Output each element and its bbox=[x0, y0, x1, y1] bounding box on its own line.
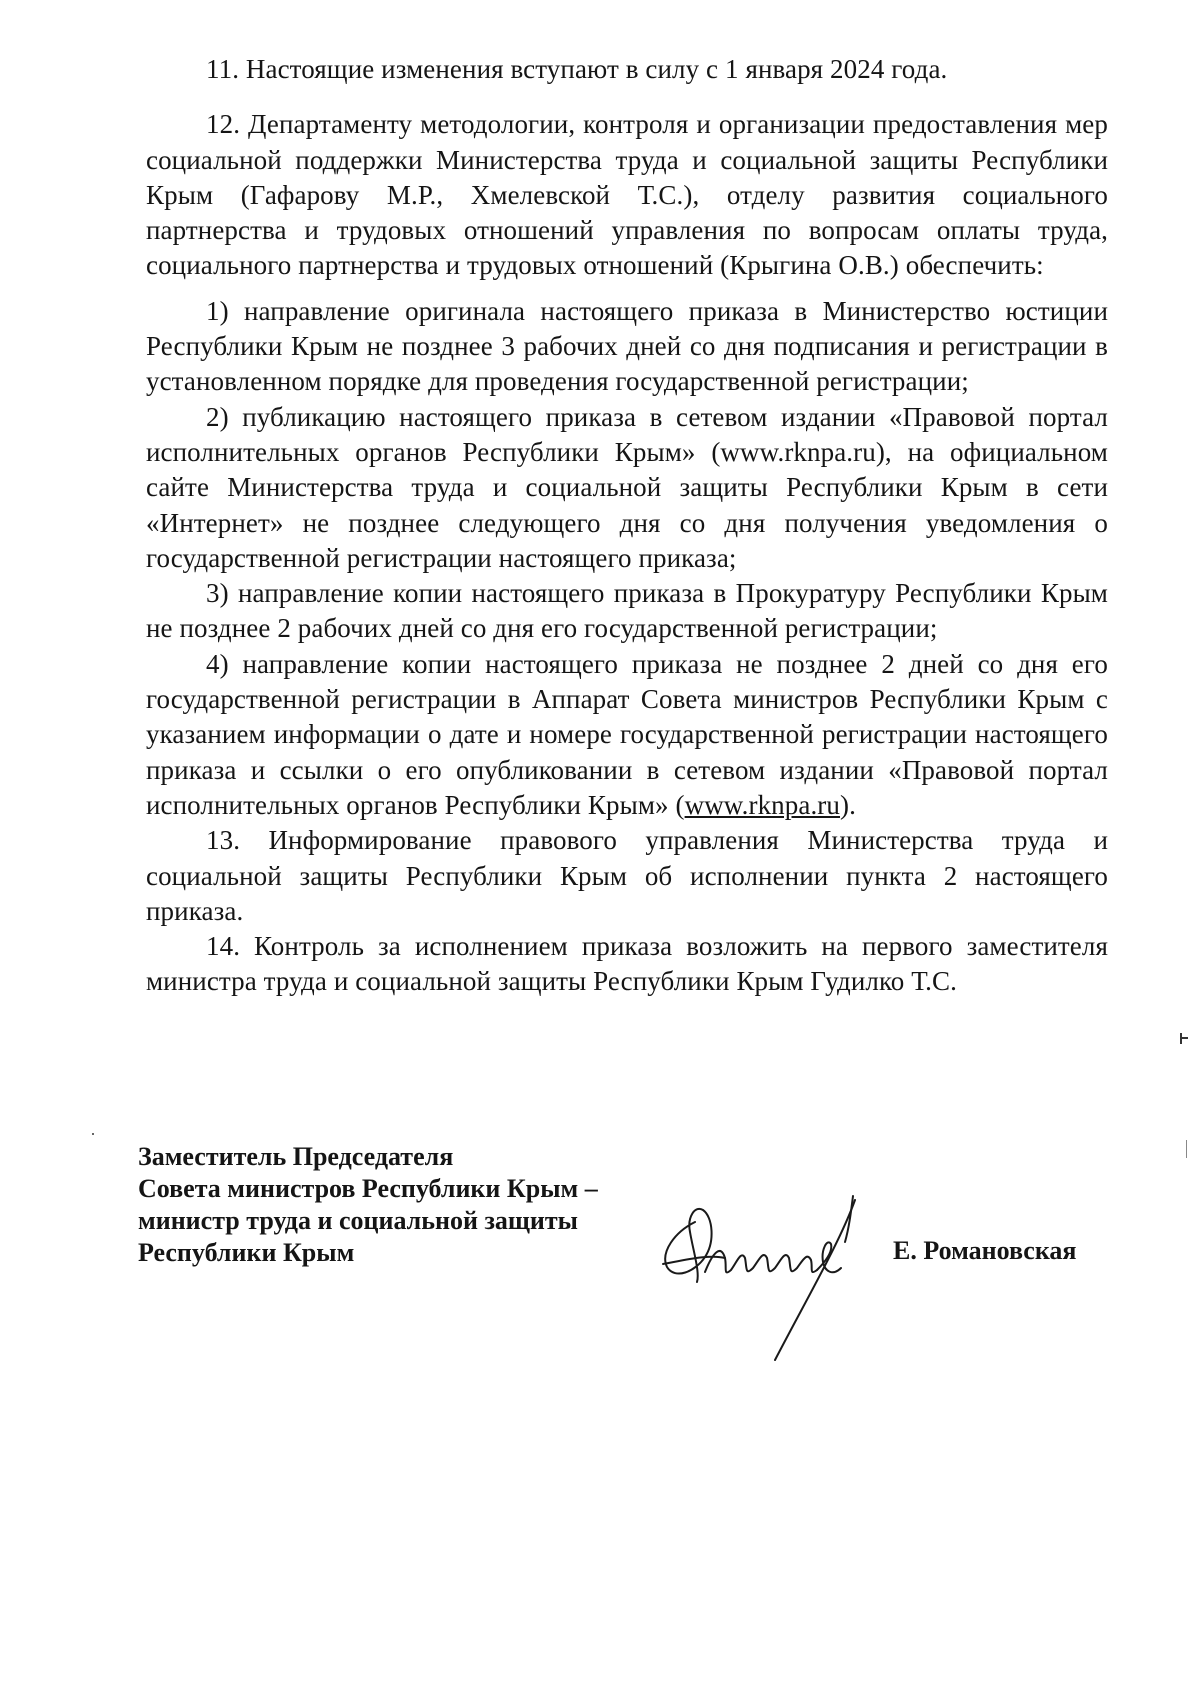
paragraph-12-item-4-tail: ). bbox=[840, 789, 856, 820]
scan-mark bbox=[92, 1133, 94, 1135]
paragraph-12-item-3: 3) направление копии настоящего приказа в Прокуратуру Республики Крым не позднее 2 рабочих дней со дня его государственной регистрации; bbox=[146, 578, 1108, 644]
paragraph-12-item-2: 2) публикацию настоящего приказа в сетевом издании «Правовой портал исполнительных органов Республики Крым» (www.rknpa.ru), на официальном сайте Министерства труда и социальной защиты Республики Крым в сети «Интернет» не позднее следующего дня со дня получения уведомления о государственной регистрации настоящего приказа; bbox=[146, 401, 1108, 573]
document-body bbox=[146, 52, 1108, 1000]
paragraph-12: 12. Департаменту методологии, контроля и организации предоставления мер социальной поддержки Министерства труда и социальной защиты Республики Крым (Гафарову М.Р., Хмелевской Т.С.), отделу развития социального партнерства и трудовых отношений управления по вопросам оплаты труда, социального партнерства и трудовых отношений (Крыгина О.В.) обеспечить: bbox=[146, 109, 1108, 281]
signatory-title-line-2: Совета министров Республики Крым – bbox=[138, 1174, 598, 1203]
paragraph-12-item-4-text: 4) направление копии настоящего приказа не позднее 2 дней со дня его государственной регистрации в Аппарат Совета министров Республики Крым с указанием информации о дате и номере государственной регистрации настоящего приказа и ссылки о его опубликовании в сетевом издании «Правовой портал исполнительных органов Республики Крым» ( bbox=[146, 648, 1108, 820]
signatory-title-line-1: Заместитель Председателя bbox=[138, 1142, 454, 1171]
signer-name: Е. Романовская bbox=[893, 1236, 1077, 1265]
paragraph-12-item-1: 1) направление оригинала настоящего приказа в Министерство юстиции Республики Крым не позднее 3 рабочих дней со дня подписания и регистрации в установленном порядке для проведения государственной регистрации; bbox=[146, 295, 1108, 397]
signatory-title-line-3: министр труда и социальной защиты bbox=[138, 1206, 578, 1235]
paragraph-12-item-4 bbox=[146, 647, 1108, 823]
paragraph-11: 11. Настоящие изменения вступают в силу с 1 января 2024 года. bbox=[206, 54, 948, 84]
signatory-title bbox=[138, 1141, 598, 1269]
scan-mark bbox=[1186, 1140, 1187, 1158]
paragraph-14: 14. Контроль за исполнением приказа возложить на первого заместителя министра труда и социальной защиты Республики Крым Гудилко Т.С. bbox=[146, 931, 1108, 997]
paragraph-13: 13. Информирование правового управления Министерства труда и социальной защиты Республики Крым об исполнении пункта 2 настоящего приказа. bbox=[146, 825, 1108, 926]
handwritten-signature bbox=[655, 1172, 915, 1362]
rknpa-link[interactable]: www.rknpa.ru bbox=[684, 789, 841, 820]
signatory-title-line-4: Республики Крым bbox=[138, 1238, 355, 1267]
scan-mark bbox=[1182, 1037, 1188, 1039]
